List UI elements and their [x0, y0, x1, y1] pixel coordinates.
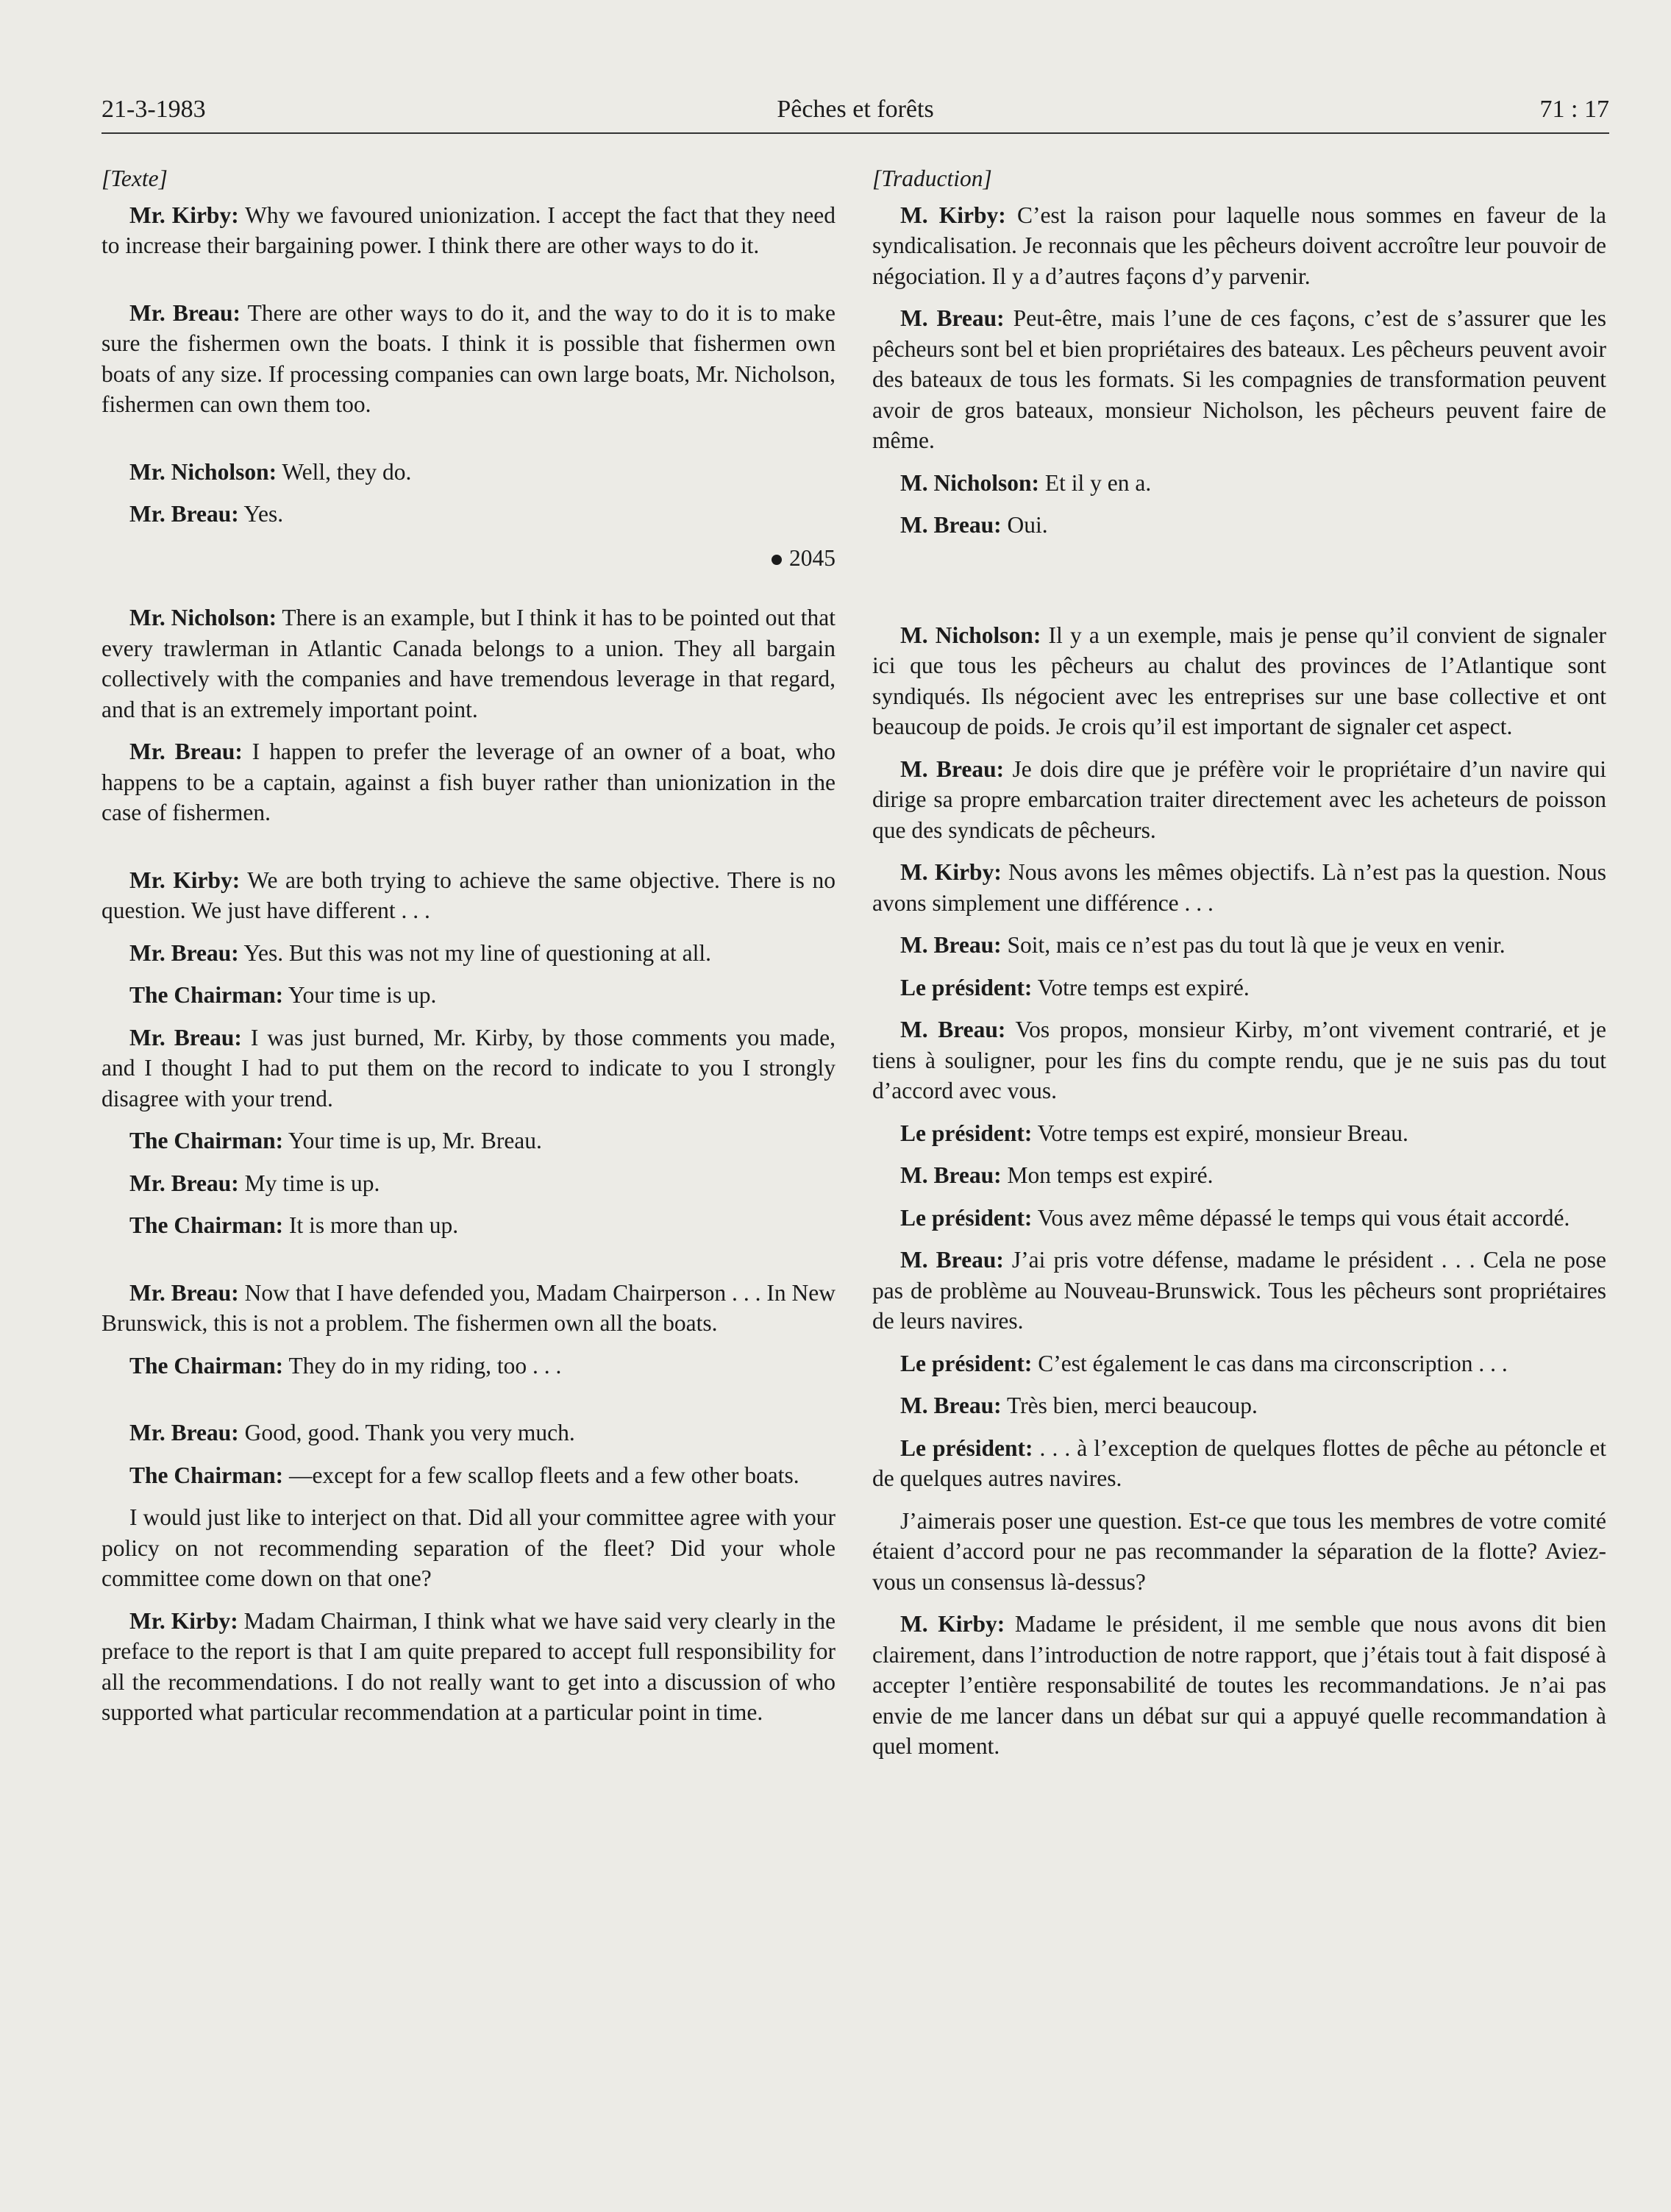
column-label: [Traduction]	[872, 166, 992, 191]
speaker-name: M. Kirby:	[900, 859, 1002, 885]
paragraph-text: Votre temps est expiré.	[1032, 974, 1250, 1000]
transcript-paragraph	[872, 930, 1606, 961]
paragraph-text: I happen to prefer the leverage of an owner of a boat, who happens to be a captain, against a fish buyer rather than unionization in the case of fishermen.	[101, 739, 836, 825]
transcript-paragraph	[101, 938, 836, 969]
transcript-paragraph	[101, 1125, 836, 1156]
paragraph-text: Votre temps est expiré, monsieur Breau.	[1032, 1120, 1408, 1146]
transcript-paragraph	[872, 468, 1606, 499]
speaker-name: Mr. Kirby:	[129, 867, 241, 893]
paragraph-text: Madam Chairman, I think what we have said very clearly in the preface to the report is that I am quite prepared to accept full responsibility for all the recommendations. I do not really want to get into a discussion of who supported what particular recommendation at a particular point in time.	[101, 1607, 836, 1725]
paragraph-text: We are both trying to achieve the same objective. There is no question. We just have different . . .	[101, 867, 836, 923]
paragraph-text: There is an example, but I think it has to be pointed out that every trawlerman in Atlantic Canada belongs to a union. They all bargain collectively with the companies and have tremendous leverage in that regard, and that is an extremely important point.	[101, 605, 836, 722]
transcript-paragraph	[872, 972, 1606, 1003]
speaker-name: Mr. Breau:	[129, 299, 241, 326]
paragraph-text: There are other ways to do it, and the way to do it is to make sure the fishermen own the boats. I think it is possible that fishermen own boats of any size. If processing companies can own large boats, Mr. Nicholson, fishermen can own them too.	[101, 299, 836, 417]
speaker-name: Le président:	[900, 1350, 1033, 1376]
paragraph-text: Nous avons les mêmes objectifs. Là n’est pas la question. Nous avons simplement une différence . . .	[872, 859, 1606, 916]
paragraph-text: They do in my riding, too . . .	[283, 1352, 562, 1379]
paragraph-text: It is more than up.	[283, 1212, 459, 1238]
time-marker	[101, 543, 836, 574]
speaker-name: Mr. Breau:	[129, 1279, 239, 1306]
speaker-name: M. Breau:	[900, 1017, 1006, 1042]
transcript-paragraph	[872, 1390, 1606, 1421]
speaker-name: The Chairman:	[129, 1352, 284, 1379]
time-marker-value: 2045	[789, 544, 836, 571]
speaker-name: M. Breau:	[900, 1162, 1002, 1188]
speaker-name: M. Breau:	[900, 512, 1002, 538]
transcript-paragraph	[101, 865, 836, 926]
paragraph-text: Now that I have defended you, Madam Chairperson . . . In New Brunswick, this is not a problem. The fishermen own all the boats.	[101, 1279, 836, 1336]
transcript-paragraph	[101, 298, 836, 420]
paragraph-text: Why we favoured unionization. I accept the fact that they need to increase their bargaining power. I think there are other ways to do it.	[101, 202, 836, 258]
speaker-name: The Chairman:	[129, 1212, 284, 1238]
speaker-name: Mr. Breau:	[129, 939, 239, 966]
speaker-name: M. Nicholson:	[900, 622, 1041, 648]
paragraph-text: C’est également le cas dans ma circonscription . . .	[1032, 1350, 1508, 1376]
transcript-paragraph	[101, 200, 836, 261]
paragraph-text: Madame le président, il me semble que nous avons dit bien clairement, dans l’introduction de notre rapport, que j’étais tout à fait disposé à accepter l’entière responsabilité de toutes les recommandations. Je n’ai pas envie de me lancer dans un débat sur qui a appuyé quelle recommandation à quel moment.	[872, 1611, 1606, 1759]
transcript-paragraph	[872, 1348, 1606, 1379]
transcript-paragraph	[101, 1606, 836, 1728]
transcript-paragraph	[872, 857, 1606, 918]
transcript-paragraph	[872, 754, 1606, 846]
transcript-paragraph	[101, 1460, 836, 1491]
transcript-paragraph	[872, 303, 1606, 456]
speaker-name: M. Breau:	[900, 932, 1002, 958]
transcript-paragraph	[872, 1506, 1606, 1598]
speaker-name: Le président:	[900, 1204, 1033, 1231]
english-column	[101, 163, 836, 1740]
paragraph-text: Your time is up.	[283, 982, 437, 1008]
paragraph-text: Yes.	[238, 501, 284, 527]
paragraph-text: Et il y en a.	[1039, 469, 1152, 496]
page-header	[101, 87, 1609, 134]
speaker-name: The Chairman:	[129, 1462, 284, 1488]
paragraph-text: Yes. But this was not my line of questioning at all.	[238, 939, 711, 966]
speaker-name: M. Breau:	[900, 755, 1005, 782]
speaker-name: Mr. Kirby:	[129, 1607, 238, 1634]
speaker-name: Mr. Nicholson:	[129, 605, 277, 630]
speaker-name: Mr. Nicholson:	[129, 458, 277, 485]
paragraph-text: Très bien, merci beaucoup.	[1001, 1393, 1258, 1418]
transcript-paragraph	[872, 510, 1606, 541]
speaker-name: Mr. Breau:	[129, 1024, 242, 1050]
paragraph-text: Je dois dire que je préfère voir le propriétaire d’un navire qui dirige sa propre embarcation traiter directement avec les acheteurs de poisson que des syndicats de pêcheurs.	[872, 755, 1606, 843]
speaker-name: Le président:	[900, 1434, 1033, 1461]
speaker-name: Le président:	[900, 1120, 1033, 1146]
transcript-paragraph	[101, 1418, 836, 1448]
speaker-name: The Chairman:	[129, 982, 284, 1008]
header-date: 21-3-1983	[101, 96, 206, 123]
speaker-name: Mr. Breau:	[129, 501, 239, 527]
paragraph-text: —except for a few scallop fleets and a few other boats.	[283, 1462, 799, 1488]
column-label: [Texte]	[101, 166, 168, 191]
speaker-name: M. Kirby:	[900, 1611, 1005, 1637]
paragraph-text: Mon temps est expiré.	[1001, 1162, 1214, 1188]
speaker-name: Mr. Breau:	[129, 739, 243, 764]
paragraph-text: Vous avez même dépassé le temps qui vous était accordé.	[1032, 1204, 1570, 1231]
paragraph-text: . . . à l’exception de quelques flottes de pêche au pétoncle et de quelques autres navires.	[872, 1434, 1606, 1491]
speaker-name: The Chairman:	[129, 1128, 284, 1153]
transcript-paragraph	[101, 980, 836, 1011]
speaker-name: Mr. Breau:	[129, 1170, 239, 1196]
bullet-icon	[772, 555, 782, 565]
transcript-paragraph	[101, 1351, 836, 1381]
transcript-paragraph	[101, 1168, 836, 1199]
transcript-paragraph	[101, 1502, 836, 1594]
speaker-name: Mr. Breau:	[129, 1420, 239, 1445]
paragraph-text: I was just burned, Mr. Kirby, by those comments you made, and I thought I had to put them on the record to indicate to you I strongly disagree with your trend.	[101, 1024, 836, 1112]
transcript-paragraph	[101, 736, 836, 828]
transcript-paragraph	[101, 1278, 836, 1339]
transcript-paragraph	[101, 457, 836, 488]
transcript-paragraph	[872, 620, 1606, 742]
transcript-paragraph	[101, 1210, 836, 1241]
speaker-name: M. Breau:	[900, 1247, 1004, 1273]
transcript-paragraph	[872, 1118, 1606, 1149]
speaker-name: M. Kirby:	[900, 202, 1006, 228]
header-page-number: 71 : 17	[1539, 96, 1609, 123]
paragraph-text: Soit, mais ce n’est pas du tout là que je veux en venir.	[1001, 932, 1506, 958]
transcript-paragraph	[872, 1245, 1606, 1337]
paragraph-text: Your time is up, Mr. Breau.	[283, 1128, 542, 1153]
paragraph-text: Good, good. Thank you very much.	[238, 1420, 575, 1445]
paragraph-text: Oui.	[1001, 512, 1048, 538]
paragraph-text: Peut-être, mais l’une de ces façons, c’est de s’assurer que les pêcheurs sont bel et bien propriétaires des bateaux. Les pêcheurs peuvent avoir des bateaux de tous les formats. Si les compagnies de transformation peuvent avoir de gros bateaux, monsieur Nicholson, les pêcheurs peuvent faire de même.	[872, 305, 1606, 453]
speaker-name: M. Breau:	[900, 305, 1005, 331]
spacer	[872, 552, 1606, 620]
transcript-paragraph	[872, 1433, 1606, 1494]
transcript-paragraph	[101, 1023, 836, 1114]
paragraph-text: C’est la raison pour laquelle nous sommes en faveur de la syndicalisation. Je reconnais que les pêcheurs doivent accroître leur pouvoir de négociation. Il y a d’autres façons d’y parvenir.	[872, 202, 1606, 289]
transcript-paragraph	[872, 1014, 1606, 1106]
paragraph-text: J’ai pris votre défense, madame le président . . . Cela ne pose pas de problème au Nouveau-Brunswick. Tous les pêcheurs sont propriétaires de leurs navires.	[872, 1247, 1606, 1334]
speaker-name: Le président:	[900, 974, 1033, 1000]
paragraph-text: J’aimerais poser une question. Est-ce que tous les membres de votre comité étaient d’accord pour ne pas recommander la séparation de la flotte? Aviez-vous un consensus là-dessus?	[872, 1507, 1606, 1595]
french-column	[872, 163, 1606, 1774]
transcript-paragraph	[101, 499, 836, 530]
paragraph-text: I would just like to interject on that. Did all your committee agree with your policy on not recommending separation of the fleet? Did your whole committee come down on that one?	[101, 1504, 836, 1591]
transcript-paragraph	[101, 602, 836, 725]
speaker-name: M. Breau:	[900, 1393, 1002, 1418]
speaker-name: Mr. Kirby:	[129, 202, 239, 228]
paragraph-text: Vos propos, monsieur Kirby, m’ont vivement contrarié, et je tiens à souligner, pour les fins du compte rendu, que je ne suis pas du tout d’accord avec vous.	[872, 1017, 1606, 1103]
paragraph-text: Well, they do.	[277, 458, 412, 485]
header-title: Pêches et forêts	[777, 96, 934, 123]
transcript-paragraph	[872, 1160, 1606, 1191]
transcript-paragraph	[872, 1203, 1606, 1234]
paragraph-text: My time is up.	[238, 1170, 380, 1196]
speaker-name: M. Nicholson:	[900, 469, 1039, 496]
transcript-paragraph	[872, 200, 1606, 292]
paragraph-text: Il y a un exemple, mais je pense qu’il convient de signaler ici que tous les pêcheurs au chalut des provinces de l’Atlantique sont syndiqués. Ils négocient avec les entreprises sur une base collective et ont beaucoup de poids. Je crois qu’il est important de signaler cet aspect.	[872, 622, 1607, 739]
transcript-paragraph	[872, 1609, 1606, 1762]
